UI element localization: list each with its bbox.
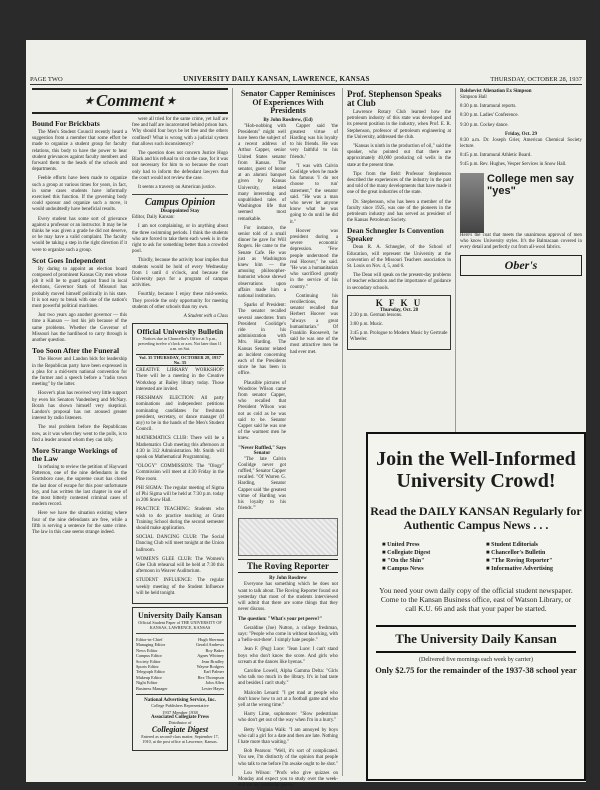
ad-rep: National Advertising Service, Inc. (144, 698, 216, 704)
ad-feature: ■ "On the Shin" (382, 558, 425, 564)
campus-opinion-title: Campus Opinion (144, 197, 216, 209)
bulletin-title: Official University Bulletin (136, 327, 224, 337)
stephenson-p4: Dr. Stephenson, who has been a member of the faculty since 1925, was one of the pioneers in the petroleum industry and has served as president of the Kansas Petroleum Society. (347, 199, 451, 224)
roving-answer: Betty Virginia Walk: "I am annoyed by boys who call a girl for a date and then are late. Nothing I hate more than waiting." (238, 727, 338, 745)
forum-title: Bolshevist Alienation Ex Simpson (460, 89, 532, 94)
editorial-section (32, 88, 228, 778)
capper-p9: Continuing his recollections, the senator recalled that Herbert Hoover was "always a great humanitarian." Of Franklin Roosevelt, he said he was one of the most attractive men he had ever met. (290, 293, 338, 355)
official-bulletin (132, 323, 228, 604)
bulletin-item: WOMEN'S GLEE CLUB: The Women's Glee Club rehearsal will be held at 7:30 this afternoon in Weaver Auditorium. (136, 556, 224, 575)
page-number: PAGE TWO (30, 75, 63, 83)
capper-quote: "Never Ruffled," Says Senator (238, 445, 286, 456)
roving-question: The question: "What's your pet peeve?" (238, 616, 323, 622)
ad-feature: ■ Chancellor's Bulletin (486, 550, 546, 556)
obers-ad (460, 173, 582, 233)
bound-p3: Every student has some sort of grievance against a professor or an instructor. It may be he thinks he was given a grade he did not deserve, or he may have a valid complaint. The faculty would be taking a step in the right direction if it were to organize such a group. (32, 216, 127, 253)
kfku-item: 3:45 p.m. Prologue to Modern Music by Gertrude Wheeler. (350, 331, 448, 343)
roving-answer: Lou Wilson: "Profs who give quizzes on Monday and expect you to study over the week-end are my particular peeve." (238, 770, 338, 789)
member-year: 1937 Member 1938 (162, 710, 198, 716)
cartoon-illustration (238, 518, 338, 556)
roving-answer: Harry Lime, sophomore: "Slow pedestrians who don't get out of the way when I'm in a hurry." (238, 712, 338, 724)
distributor: Distributor of (168, 720, 192, 726)
staff-row: Sports Editor Wayne Rodgers (136, 664, 224, 670)
bulletin-item: MATHEMATICS CLUB: There will be a Mathematics Club meeting this afternoon at 4:30 in 312 Administration. Mr. Smith will speak on Mathematical Programming. (136, 436, 224, 460)
capper-p3: Sparks of President: The senator recalled several anecdotes from President Coolidge's ride in his administration with Mrs. Harding. The Kansas Senator related an incident concerning each of the Presidents since he has been in office. (238, 303, 286, 377)
collegiate-digest: Collegiate Digest (151, 725, 209, 735)
obers-logo: Ober's (460, 255, 582, 276)
obers-body: Here's the coat that meets the unanimous approval of men who know University styles. It's the Balmacaan covered in every detail and perfectly cut from all-wool fabrics. (460, 232, 582, 251)
forum-fri-line: 9:45 p.m. Rev. Hughes, Vesper Services in Snow Hall. (460, 162, 567, 168)
right-column (460, 88, 582, 428)
editorial-column-right (132, 117, 228, 754)
capper-p7: "I was with Calvin Coolidge when he made his famous 'I do not choose to run' statement," the senator said. "He was a man who never let anyone know what he was going to do until he did it." (290, 163, 338, 225)
too-soon-p1: The Hoover and Landon bids for leadership in the Republican party have been expressed in a plea for a mid-term national convention for the former and a speech before a "radio town meeting" by the latter. (32, 357, 127, 388)
ad-rep-sub: College Publishers Representative (151, 703, 209, 709)
stephenson-p3: Tips from the field: Professor Stephenson described the experiences of the industry in the past and told of the many developments that have made it one of the great industries of the state. (347, 171, 451, 196)
column-rule (342, 88, 343, 776)
ad-feature: ■ Collegiate Digest (382, 550, 431, 556)
page-header (30, 74, 582, 85)
too-soon-p2: Hoover's plan has received very little support by even his Senators Vandenberg and McNary. Borah has shown himself very skeptical. Landon's proposal has not aroused greater interest by radio listeners. (32, 391, 127, 422)
bulletin-item: "OLOGY" COMMISSION: The "Ology" Commission will meet at 4:30 Friday in the Pine room. (136, 464, 224, 482)
ad-subhead: Read the DAILY KANSAN Regularly for Authentic Campus News . . . (370, 504, 582, 532)
bound-title: Bound For Brickbats (32, 119, 100, 128)
too-soon-title: Too Soon After the Funeral (32, 346, 120, 356)
staff-row: Managing Editor Gerald Andrews (136, 642, 224, 648)
man-in-coat-illustration (460, 173, 484, 233)
staff-row: Campus Editor Agnes Whitney (136, 653, 224, 659)
stephenson-column (347, 88, 451, 428)
too-soon-p3: The real problem before the Republicans now, as it was when they went to the polls, is to find a leader around whom they can rally. (32, 425, 127, 443)
masthead-title: University Daily Kansan (137, 610, 222, 620)
ad-delivery: (Delivered five mornings each week by carrier) (419, 657, 533, 663)
ad-feature: ■ United Press (382, 542, 420, 548)
bulletin-note: Notices due in Chancellor's Office at 5 p.m., preceding twelve o'clock or a.m. Not later than 11 a.m. on Sat. (138, 336, 222, 352)
forum-line: 8:30 p.m. Ladies' Conference. (460, 113, 519, 119)
staff-row: Telegraph Editor Earl Palmer (136, 669, 224, 675)
staff-row: Night Editor John Allen (136, 680, 224, 686)
campus-opinion-sub: Disappointed Stay (160, 209, 200, 215)
entered: Entered as second-class matter, September 17, 1910, at the post office at Lawrence, Kansas. (141, 734, 219, 745)
stephenson-p1: Lawrence Rotary Club learned how the petroleum industry of this state was developed and its present position in the industry, when Prof. E. R. Stephenson, professor of petroleum engineering at the University, addressed the club. (347, 110, 451, 140)
stephenson-title: Prof. Stephenson Speaks at Club (347, 89, 442, 108)
staff-list (136, 637, 224, 691)
staff-row: Society Editor Jean Bradley (136, 658, 224, 664)
kfku-title: K F K U (375, 297, 423, 308)
scot-title: Scot Goes Independent (32, 255, 106, 265)
campus-opinion-p4: Fourthly, because I enjoy these mid-weeks. They provide the only opportunity for meeting students of other schools than my own. (132, 292, 228, 310)
campus-opinion-sign: A Student with a Class (183, 314, 228, 320)
schnegler-title: Dean Schnegler Is Convention Speaker (347, 226, 444, 244)
kansan-subscription-ad (366, 432, 586, 781)
comment-banner: ★ Comment ★ (32, 88, 228, 114)
kfku-item: 2:30 p.m. German lessons. (350, 312, 403, 318)
more-strange-p1: In refusing to review the petition of Hayward Patterson, one of the nine defendants in the Scottsboro case, the supreme court has closed the last door of escape for this poor unfortunate boy, and has written the last chapter in one of the most bitterly contested criminal cases of modern record. (32, 464, 127, 508)
obers-headline: College men say "yes" (487, 172, 574, 197)
issue-date: THURSDAY, OCTOBER 28, 1937 (490, 75, 582, 83)
capper-p6: Capper said 'the greatest virtue of Harding was his loyalty to his friends. He was very faithful to his friends.' (290, 123, 338, 160)
right-p3: It seems a travesty on American justice. (138, 185, 216, 191)
right-p1: were all tried for the same crime, yet half are free and half are incarcerated behind prison bars. Why should four boys be let free and the others confined? What is wrong with a judicial system that allows such inconsistency? (132, 117, 228, 147)
editorial-column-left (32, 117, 127, 754)
bulletin-item: FRESHMAN ELECTION: All party nominations and independent petitions nominating candidates for freshman president, secretary, or dance manager (if any) to be in the hands of the Men's Student Council. (136, 396, 224, 433)
kfku-box (347, 295, 451, 350)
bound-p2: Feeble efforts have been made to organize such a group at various times for years, in fact, in some cases students have informally exercised this function. If the governing body could sponsor and organize such a move, it would undoubtedly have beneficial results. (32, 176, 127, 213)
staff-row: News Editor Roy Baker (136, 647, 224, 653)
capper-p8: Hoover was president during a severe economic depression. "Few people understood the real Hoover," he said. "He was a humanitarian who sacrificed greatly in the service of his country." (290, 228, 338, 290)
ad-paper-name: The University Daily Kansan (376, 625, 576, 653)
capper-p1: "Hob-nobbing with Presidents" might well have been the subject of a recent address of Arthur Capper, senior United States senator from Kansas. The senator, guest of honor at an alumni banquet given by Kansas University, related many interesting and unpublished tales of Washington life that seemed most remarkable. (238, 123, 286, 222)
schnegler-p2: The Dean will speak on the present-day problems of teacher education and the importance of guidance in secondary schools. (347, 273, 451, 291)
stephenson-p2: "Kansas is ninth in the production of oil," said the speaker, who pointed out that there are approximately 40,000 producing oil wells in the state at the present time. (347, 144, 451, 168)
capper-title: Senator Capper Reminisces Of Experiences With Presidents (240, 89, 336, 115)
more-strange-p2: Here we have the situation existing where four of the nine defendants are free, while a fifth is serving a sentence for the same crime. The law in this case seems strange indeed. (32, 511, 127, 535)
kfku-date: Thursday, Oct. 28 (379, 307, 419, 313)
roving-p1: Everyone has something which he does not want to talk about. The Roving Reporter found out yesterday that most of the students interviewed will admit that there are some things that they never discuss. (238, 582, 338, 613)
masthead-sub: Official Student Paper of THE UNIVERSITY OF KANSAS, LAWRENCE, KANSAS (138, 619, 222, 630)
forum-friday: Friday, Oct. 29 (505, 131, 537, 137)
roving-answer: Caroline Lowell, Alpha Gamma Delta: "Girls who talk too much in the library. It's in bad taste and besides I can't study." (238, 668, 338, 687)
ad-feature: ■ "The Roving Reporter" (486, 558, 553, 564)
schnegler-p1: Dean R. A. Schnegler, of the School of Education, will represent the University at the convention of the Missouri Teachers association in St. Louis on Nov. 4, 5, and 6. (347, 245, 451, 270)
scot-p2: Just two years ago another governor — this time a Kansan — lost his job because of the same problems. Whether the Governor of Missouri has the hardihood to carry through is another question. (32, 313, 127, 344)
bound-p1: The Men's Student Council recently heard a suggestion from a member that some effort be made to organize a student group for faculty relations, this body to have the power to hear student grievances against faculty members and forward them to the heads of the schools and departments. (32, 130, 127, 173)
ad-headline: Join the Well-Informed University Crowd! (376, 448, 576, 492)
ad-feature: ■ Campus News (382, 566, 424, 572)
ad-price: Only $2.75 for the remainder of the 1937-38 school year (375, 665, 577, 675)
bulletin-item: PHI SIGMA: The regular meeting of Sigma of Phi Sigma will be held at 7:30 p.m. today in 206 Snow Hall. (136, 485, 224, 504)
right-p2: The question does not concern Justice Hugo Black and his refusal to sit on the case, for it was not necessary for him to so because the court only had to inform the defendant lawyers that the court would not review the case. (132, 151, 228, 181)
forum-line: Simpson Hall (460, 95, 487, 100)
capper-p2: For instance, the senior told of a small dinner he gave for Will Rogers. He came to the Senate Cafe. He was just as Washington knew him — the amusing philosopher-humorist whose shrewd observations upon affairs made him a national institution. (238, 225, 286, 299)
paper-name: UNIVERSITY DAILY KANSAN, LAWRENCE, KANSAS (183, 75, 370, 83)
campus-opinion-p3: Thirdly, because the activity hour implies that students would be hold of every Wednesday from 1 until 4 o'clock, and because the University pays for a program of campus activities. (132, 258, 228, 289)
roving-answer: Bob Pearson: "Well, it's sort of complicated. You see, I'm distinctly of the opinion that people who talk to me before I'm awake ought to be shot." (238, 749, 338, 767)
bulletin-item: PRACTICE TEACHING: Students who wish to do practice teaching at Grant Training School during the second semester should make application. (136, 507, 224, 531)
staff-row: Editor-in-Chief Hugh Sherman (136, 636, 224, 642)
roving-reporter-title: The Roving Reporter (238, 559, 338, 573)
ad-feature: ■ Student Editorials (486, 542, 538, 548)
campus-opinion-p1: Editor, Daily Kansan: (132, 215, 175, 221)
kfku-item: 3:00 p.m. Music. (350, 322, 384, 328)
ad-body: You need your own daily copy of the official student newspaper. Come to the Kansan Business office, east of Watson Library, or call K.U. 66 and ask that your paper be started. (379, 586, 573, 613)
forum-line: 9:30 p.m. Cockey dance. (460, 122, 509, 128)
more-strange-title: More Strange Workings of the Law (32, 445, 118, 463)
forum-fri-line: 8:30 a.m. Dr. Joseph Grier, American Chemical Society lecture. (460, 137, 582, 150)
scot-p1: By daring to appoint an election board composed of prominent Kansas City men whose job it will be to guard against fraud in local elections, Governor Stark of Missouri has probably moved himself politically in his state. It is not easy to break with one of the nation's most powerful political machines. (32, 266, 127, 310)
capper-column (238, 88, 338, 789)
comment-title: Comment (95, 91, 164, 110)
bulletin-item: SOCIAL DANCING CLUB: The Social Dancing Club will meet tonight at the Union ballroom. (136, 535, 224, 553)
staff-row: Business Manager Lester Hayes (136, 685, 224, 691)
campus-opinion-p2: I am not complaining, or in anything about the three swimming periods. I think the students who are forced to take them each week is in the right to ask for something better than a crowded pool. (132, 224, 228, 255)
forum-line: 8:30 p.m. Intramural reports. (460, 104, 517, 110)
forum-fri-line: 8:45 p.m. Intramural Athletic Board. (460, 153, 532, 159)
newspaper-page (26, 40, 586, 789)
bulletin-vol: Vol. 35 THURSDAY, OCTOBER 28, 1937 No. 35 (136, 354, 224, 366)
ad-feature: ■ Informative Advertising (486, 566, 553, 572)
bulletin-item: STUDENT INFLUENCE: The regular weekly meeting of the Student Influence will be held tonight. (136, 578, 224, 596)
roving-byline: By John Rosdrew (269, 576, 307, 582)
ad-feature-list (382, 542, 584, 572)
assoc-press: Associated Collegiate Press (151, 715, 209, 721)
masthead (132, 607, 228, 751)
roving-answer: Jean F. (Pug) Luce: "Jean Luce: I can't stand boys who don't know the score. And girls who scream at the dances like hyenas." (238, 647, 338, 665)
column-rule (232, 88, 233, 776)
capper-byline: By John Rosdrew, (Ed) (263, 117, 313, 123)
bulletin-item: CREATIVE LIBRARY WORKSHOP: There will be a meeting in the Creative Workshop at Bailey library today. Those interested are invited. (136, 368, 224, 392)
roving-answer: Geraldine (Joe) Nutton, a college freshman, says: "People who come in without knocking, with a 'hello-out-there'. I simply hate people." (238, 625, 338, 644)
capper-p5: "The late Calvin Coolidge never got ruffled," Senator Capper recalled. "Of Warren G. Harding, Senator Capper said 'the greatest virtue of Harding was his loyalty to his friends.'" (238, 456, 286, 512)
staff-row: Makeup Editor Rex Thompson (136, 674, 224, 680)
capper-p4: Plausible pictures of Woodrow Wilson came from senator Capper, who recalled that President Wilson was not as cold as he was said to be. Senator Capper said he was one of the warmest men he knew. (238, 380, 286, 442)
roving-answer: Malcolm Lenard: "I get mad at people who don't know how to act at a football game and who yell at the wrong time." (238, 690, 338, 708)
